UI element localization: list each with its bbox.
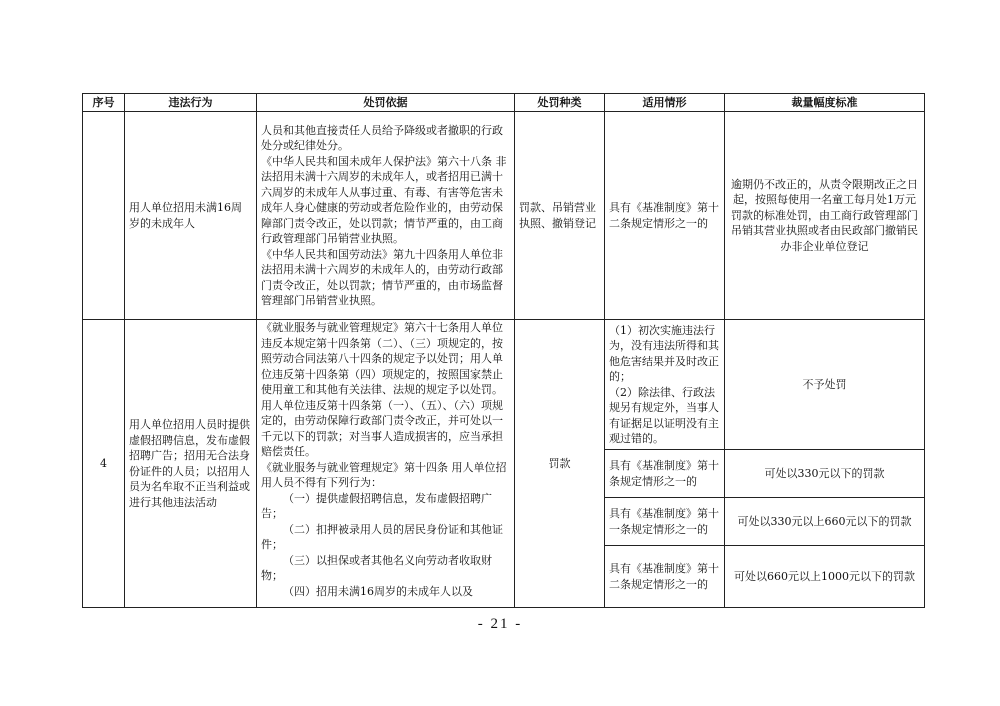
basis-main-text: 《就业服务与就业管理规定》第六十七条用人单位违反本规定第十四条第（二）、（三）项规定的，按照劳动合同法第八十四条的规定予以处罚；用人单位违反第十四条第（四）项规定的，按照国家禁止使用童工和其他有关法律、法规的规定予以处罚。用人单位违反第十四条第（一）、（五）、（六）项规定的，由劳动保障行政部门责令改正，并可处以一千元以下的罚款；对当事人造成损害的，应当承担赔偿责任。 《就业服务与就业管理规定》第十四条 用人单位招用人员不得有下列行为： bbox=[261, 321, 507, 489]
cell-violation: 用人单位招用人员时提供虚假招聘信息，发布虚假招聘广告；招用无合法身份证件的人员；以招用人员为名牟取不正当利益或进行其他违法活动 bbox=[125, 320, 257, 608]
header-basis: 处罚依据 bbox=[257, 94, 515, 112]
page-number: - 21 - bbox=[477, 616, 523, 632]
basis-item: （三）以担保或者其他名义向劳动者收取财物； bbox=[261, 553, 492, 582]
cell-situation: 具有《基准制度》第十一条规定情形之一的 bbox=[605, 498, 725, 546]
cell-basis bbox=[257, 320, 515, 608]
cell-situation: （1）初次实施违法行为，没有违法所得和其他危害结果并及时改正的； （2）除法律、行政法规另有规定外，当事人有证据足以证明没有主观过错的。 bbox=[605, 320, 725, 450]
basis-item: （四）招用未满16周岁的未成年人以及 bbox=[283, 584, 473, 598]
header-serial: 序号 bbox=[83, 94, 125, 112]
header-penalty-type: 处罚种类 bbox=[515, 94, 605, 112]
cell-situation: 具有《基准制度》第十条规定情形之一的 bbox=[605, 450, 725, 498]
table-row bbox=[83, 320, 925, 450]
table-header-row bbox=[83, 94, 925, 112]
penalty-standard-table bbox=[82, 93, 925, 608]
header-standard: 裁量幅度标准 bbox=[725, 94, 925, 112]
cell-standard: 逾期仍不改正的，从责令限期改正之日起，按照每使用一名童工每月处1万元罚款的标准处罚，由工商行政管理部门吊销其营业执照或者由民政部门撤销民办非企业单位登记 bbox=[725, 112, 925, 320]
table-row bbox=[83, 112, 925, 320]
cell-serial bbox=[83, 112, 125, 320]
cell-standard: 可处以660元以上1000元以下的罚款 bbox=[725, 546, 925, 608]
cell-basis: 人员和其他直接责任人员给予降级或者撤职的行政处分或纪律处分。 《中华人民共和国未成年人保护法》第六十八条 非法招用未满十六周岁的未成年人，或者招用已满十六周岁的未成年人从事过重、有毒、有害等危害未成年人身心健康的劳动或者危险作业的，由劳动保障部门责令改正，处以罚款；情节严重的，由工商行政管理部门吊销营业执照。 《中华人民共和国劳动法》第九十四条用人单位非法招用未满十六周岁的未成年人的，由劳动行政部门责令改正，处以罚款；情节严重的，由市场监督管理部门吊销营业执照。 bbox=[257, 112, 515, 320]
cell-standard: 不予处罚 bbox=[725, 320, 925, 450]
header-violation: 违法行为 bbox=[125, 94, 257, 112]
cell-standard: 可处以330元以下的罚款 bbox=[725, 450, 925, 498]
cell-penalty-type: 罚款 bbox=[515, 320, 605, 608]
cell-violation: 用人单位招用未满16周岁的未成年人 bbox=[125, 112, 257, 320]
cell-standard: 可处以330元以上660元以下的罚款 bbox=[725, 498, 925, 546]
header-situation: 适用情形 bbox=[605, 94, 725, 112]
basis-item: （一）提供虚假招聘信息，发布虚假招聘广告； bbox=[261, 491, 492, 520]
cell-serial: 4 bbox=[83, 320, 125, 608]
cell-penalty-type: 罚款、吊销营业执照、撤销登记 bbox=[515, 112, 605, 320]
cell-situation: 具有《基准制度》第十二条规定情形之一的 bbox=[605, 112, 725, 320]
cell-situation: 具有《基准制度》第十二条规定情形之一的 bbox=[605, 546, 725, 608]
basis-item: （二）扣押被录用人员的居民身份证和其他证件； bbox=[261, 522, 503, 551]
